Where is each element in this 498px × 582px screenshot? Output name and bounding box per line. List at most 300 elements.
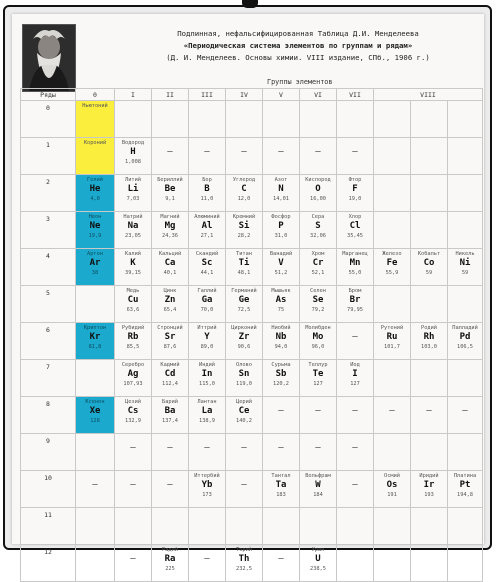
element-name: Бериллий (157, 177, 183, 183)
table-row (21, 545, 483, 582)
element-cell (411, 249, 448, 286)
element-name: Индий (199, 362, 215, 368)
element-name: Цирконий (231, 325, 257, 331)
element-symbol: V (278, 258, 284, 268)
element-name: Бром (348, 288, 362, 294)
empty-dash: — (167, 147, 173, 157)
element-cell (263, 471, 300, 508)
element-symbol: Y (204, 332, 210, 342)
empty-dash: — (278, 554, 284, 564)
group-header-5: V (263, 89, 300, 101)
element-symbol: Li (127, 184, 139, 194)
element-name: Сера (311, 214, 325, 220)
element-cell (448, 397, 483, 434)
element-cell (448, 286, 483, 323)
table-row (21, 175, 483, 212)
element-symbol: Cu (127, 295, 139, 305)
element-symbol: Na (127, 221, 139, 231)
element-name: Железо (382, 251, 402, 257)
element-cell (448, 138, 483, 175)
element-symbol: Ar (89, 258, 101, 268)
empty-dash: — (426, 406, 432, 416)
group-header-1: I (115, 89, 152, 101)
atomic-weight: 63,6 (126, 307, 140, 313)
element-cell (448, 360, 483, 397)
atomic-weight: 193 (424, 492, 434, 498)
atomic-weight: 4,0 (90, 196, 100, 202)
element-cell (337, 545, 374, 582)
atomic-weight: 225 (165, 566, 175, 572)
element-cell (374, 101, 411, 138)
element-cell (300, 249, 337, 286)
atomic-weight: 238,5 (310, 566, 326, 572)
row-number: 9 (21, 434, 76, 471)
empty-dash: — (130, 480, 136, 490)
atomic-weight: 87,6 (163, 344, 177, 350)
element-symbol: Cr (312, 258, 324, 268)
element-symbol: F (352, 184, 358, 194)
document-header (112, 28, 484, 64)
element-cell (115, 138, 152, 175)
empty-dash: — (352, 443, 358, 453)
empty-dash: — (315, 147, 321, 157)
element-cell (263, 138, 300, 175)
element-name: Сурьма (271, 362, 291, 368)
element-cell (337, 360, 374, 397)
element-symbol: Rh (423, 332, 435, 342)
atomic-weight: 127 (350, 381, 360, 387)
element-name: Фосфор (271, 214, 291, 220)
header-title: «Периодическая система элементов по группам и рядам» (183, 41, 413, 50)
atomic-weight: 19,0 (348, 196, 362, 202)
element-cell (411, 175, 448, 212)
element-name: Хлор (348, 214, 362, 220)
element-cell (300, 508, 337, 545)
element-name: Углерод (232, 177, 256, 183)
element-cell (374, 397, 411, 434)
table-body (21, 101, 483, 582)
atomic-weight: 79,95 (347, 307, 363, 313)
element-symbol: Sb (275, 369, 287, 379)
element-cell (300, 138, 337, 175)
element-cell (300, 175, 337, 212)
atomic-weight: 184 (313, 492, 323, 498)
element-cell (337, 249, 374, 286)
element-cell (337, 434, 374, 471)
element-cell (226, 434, 263, 471)
element-cell (263, 545, 300, 582)
element-symbol: N (278, 184, 284, 194)
row-number: 5 (21, 286, 76, 323)
element-cell (115, 397, 152, 434)
empty-dash: — (278, 406, 284, 416)
element-name: Цезий (125, 399, 141, 405)
element-name: Рубидий (121, 325, 145, 331)
element-cell (226, 101, 263, 138)
element-name: Тантал (271, 473, 291, 479)
element-cell (300, 545, 337, 582)
empty-dash: — (352, 147, 358, 157)
element-cell (152, 286, 189, 323)
element-cell (263, 249, 300, 286)
element-symbol: Mn (349, 258, 361, 268)
row-number: 4 (21, 249, 76, 286)
element-cell (152, 249, 189, 286)
element-cell (226, 249, 263, 286)
element-cell (300, 286, 337, 323)
element-cell (189, 434, 226, 471)
atomic-weight: 101,7 (384, 344, 400, 350)
element-cell (189, 249, 226, 286)
element-name: Короний (83, 140, 107, 146)
element-symbol: P (278, 221, 284, 231)
table-row (21, 101, 483, 138)
element-symbol: Mg (164, 221, 176, 231)
element-cell (263, 286, 300, 323)
atomic-weight: 183 (276, 492, 286, 498)
element-cell (152, 175, 189, 212)
element-name: Теллур (308, 362, 328, 368)
element-symbol: Nb (275, 332, 287, 342)
element-cell (152, 323, 189, 360)
element-cell (226, 471, 263, 508)
video-frame (3, 5, 492, 572)
portrait-image (23, 25, 75, 91)
atomic-weight: 32,06 (310, 233, 326, 239)
element-cell (226, 508, 263, 545)
element-cell (411, 471, 448, 508)
element-cell (263, 175, 300, 212)
element-cell (189, 101, 226, 138)
element-name: Кобальт (417, 251, 441, 257)
groups-caption: Группы элементов (267, 78, 333, 86)
element-cell (76, 138, 115, 175)
element-name: Платина (453, 473, 477, 479)
atomic-weight: 39,15 (125, 270, 141, 276)
element-name: Кальций (158, 251, 182, 257)
element-cell (374, 286, 411, 323)
empty-dash: — (315, 443, 321, 453)
element-cell (411, 360, 448, 397)
row-number: 11 (21, 508, 76, 545)
element-cell (115, 249, 152, 286)
element-cell (189, 323, 226, 360)
empty-dash: — (130, 443, 136, 453)
element-cell (115, 545, 152, 582)
empty-dash: — (278, 147, 284, 157)
element-name: Мышьяк (271, 288, 291, 294)
element-cell (76, 323, 115, 360)
element-symbol: H (130, 147, 136, 157)
element-cell (115, 360, 152, 397)
element-cell (300, 471, 337, 508)
element-cell (374, 212, 411, 249)
element-cell (337, 101, 374, 138)
element-cell (226, 286, 263, 323)
element-cell (152, 508, 189, 545)
row-number: 3 (21, 212, 76, 249)
header-source: (Д. И. Менделеев. Основы химии. VIII издание, СПб., 1906 г.) (166, 53, 430, 62)
atomic-weight: 44,1 (200, 270, 214, 276)
element-cell (411, 212, 448, 249)
element-name: Криптон (83, 325, 107, 331)
element-symbol: Ne (89, 221, 101, 231)
element-name: Ванадий (269, 251, 293, 257)
mendeleev-portrait (22, 24, 76, 92)
atomic-weight: 65,4 (163, 307, 177, 313)
element-cell (226, 212, 263, 249)
element-cell (374, 249, 411, 286)
atomic-weight: 106,5 (457, 344, 473, 350)
table-row (21, 249, 483, 286)
element-name: Торий (236, 547, 252, 553)
table-row (21, 471, 483, 508)
row-number: 2 (21, 175, 76, 212)
element-name: Иод (350, 362, 360, 368)
element-symbol: Ra (164, 554, 176, 564)
element-cell (300, 101, 337, 138)
atomic-weight: 51,2 (274, 270, 288, 276)
element-symbol: Zn (164, 295, 176, 305)
element-symbol: Fe (386, 258, 398, 268)
element-name: Лантан (197, 399, 217, 405)
atomic-weight: 28,2 (237, 233, 251, 239)
element-cell (411, 545, 448, 582)
element-cell (337, 175, 374, 212)
table-row (21, 508, 483, 545)
element-cell (115, 286, 152, 323)
element-symbol: Cs (127, 406, 139, 416)
element-symbol: Os (386, 480, 398, 490)
element-cell (374, 138, 411, 175)
atomic-weight: 119,0 (236, 381, 252, 387)
element-name: Хром (311, 251, 325, 257)
atomic-weight: 72,5 (237, 307, 251, 313)
element-symbol: Sr (164, 332, 176, 342)
element-cell (76, 545, 115, 582)
group-header-2: II (152, 89, 189, 101)
element-cell (76, 101, 115, 138)
atomic-weight: 103,0 (421, 344, 437, 350)
atomic-weight: 27,1 (200, 233, 214, 239)
element-cell (115, 508, 152, 545)
element-cell (337, 471, 374, 508)
element-name: Калий (125, 251, 141, 257)
element-symbol: W (315, 480, 321, 490)
element-cell (76, 175, 115, 212)
element-cell (411, 101, 448, 138)
element-cell (76, 434, 115, 471)
element-cell (448, 471, 483, 508)
element-cell (374, 360, 411, 397)
element-name: Скандий (195, 251, 219, 257)
element-cell (337, 212, 374, 249)
row-number: 0 (21, 101, 76, 138)
element-cell (448, 434, 483, 471)
atomic-weight: 1,008 (125, 159, 141, 165)
empty-dash: — (315, 406, 321, 416)
element-cell (411, 138, 448, 175)
element-symbol: I (352, 369, 358, 379)
element-cell (263, 101, 300, 138)
element-cell (374, 323, 411, 360)
element-symbol: Ti (238, 258, 250, 268)
atomic-weight: 59 (425, 270, 433, 276)
element-cell (115, 434, 152, 471)
row-number: 7 (21, 360, 76, 397)
atomic-weight: 31,0 (274, 233, 288, 239)
element-name: Осмий (384, 473, 400, 479)
empty-dash: — (130, 554, 136, 564)
element-cell (263, 212, 300, 249)
element-cell (374, 508, 411, 545)
element-symbol: Th (238, 554, 250, 564)
element-name: Титан (236, 251, 252, 257)
empty-dash: — (204, 554, 210, 564)
group-header-7: VII (337, 89, 374, 101)
element-symbol: As (275, 295, 287, 305)
element-name: Магний (160, 214, 180, 220)
empty-dash: — (462, 406, 468, 416)
element-cell (337, 397, 374, 434)
element-symbol: In (201, 369, 213, 379)
element-symbol: Ga (201, 295, 213, 305)
atomic-weight: 19,9 (88, 233, 102, 239)
element-name: Литий (125, 177, 141, 183)
element-cell (189, 471, 226, 508)
atomic-weight: 194,8 (457, 492, 473, 498)
element-symbol: Mo (312, 332, 324, 342)
element-cell (226, 138, 263, 175)
atomic-weight: 52,1 (311, 270, 325, 276)
element-symbol: Pd (459, 332, 471, 342)
element-symbol: O (315, 184, 321, 194)
empty-dash: — (352, 480, 358, 490)
element-cell (152, 471, 189, 508)
element-cell (411, 508, 448, 545)
element-symbol: Xe (89, 406, 101, 416)
element-cell (374, 471, 411, 508)
element-symbol: Yb (201, 480, 213, 490)
mendeleev-table-document (12, 14, 484, 572)
element-cell (76, 249, 115, 286)
atomic-weight: 59 (461, 270, 469, 276)
element-cell (152, 138, 189, 175)
atomic-weight: 79,2 (311, 307, 325, 313)
atomic-weight: 138,9 (199, 418, 215, 424)
element-symbol: Ag (127, 369, 139, 379)
row-number: 8 (21, 397, 76, 434)
element-cell (152, 360, 189, 397)
element-cell (226, 397, 263, 434)
empty-dash: — (352, 406, 358, 416)
element-name: Аргон (87, 251, 103, 257)
atomic-weight: 115,0 (199, 381, 215, 387)
atomic-weight: 127 (313, 381, 323, 387)
atomic-weight: 90,6 (237, 344, 251, 350)
element-cell (337, 286, 374, 323)
atomic-weight: 12,0 (237, 196, 251, 202)
element-symbol: U (315, 554, 321, 564)
element-symbol: Al (201, 221, 213, 231)
element-symbol: Rb (127, 332, 139, 342)
atomic-weight: 7,03 (126, 196, 140, 202)
element-name: Ньютоний (82, 103, 108, 109)
empty-dash: — (167, 443, 173, 453)
element-cell (411, 434, 448, 471)
element-cell (115, 471, 152, 508)
group-header-4: IV (226, 89, 263, 101)
atomic-weight: 16,00 (310, 196, 326, 202)
element-symbol: Co (423, 258, 435, 268)
element-name: Кадмий (160, 362, 180, 368)
atomic-weight: 137,4 (162, 418, 178, 424)
element-symbol: S (315, 221, 321, 231)
element-cell (448, 249, 483, 286)
element-cell (152, 545, 189, 582)
element-name: Уран (311, 547, 325, 553)
empty-dash: — (241, 147, 247, 157)
group-header-8: VIII (374, 89, 483, 101)
element-symbol: Te (312, 369, 324, 379)
element-symbol: La (201, 406, 213, 416)
element-cell (448, 101, 483, 138)
element-name: Ксенон (85, 399, 105, 405)
element-cell (448, 212, 483, 249)
element-cell (337, 323, 374, 360)
element-name: Молибден (305, 325, 331, 331)
element-name: Цинк (163, 288, 177, 294)
element-symbol: He (89, 184, 101, 194)
atomic-weight: 107,93 (123, 381, 143, 387)
element-name: Марганец (342, 251, 368, 257)
element-cell (300, 212, 337, 249)
element-name: Гелий (87, 177, 103, 183)
element-cell (115, 323, 152, 360)
element-cell (189, 360, 226, 397)
element-cell (76, 508, 115, 545)
empty-dash: — (92, 480, 98, 490)
atomic-weight: 132,9 (125, 418, 141, 424)
element-name: Кислород (305, 177, 331, 183)
atomic-weight: 191 (387, 492, 397, 498)
element-symbol: C (241, 184, 247, 194)
atomic-weight: 232,5 (236, 566, 252, 572)
empty-dash: — (352, 332, 358, 342)
row-number: 6 (21, 323, 76, 360)
atomic-weight: 55,0 (348, 270, 362, 276)
element-cell (76, 286, 115, 323)
atomic-weight: 35,45 (347, 233, 363, 239)
element-name: Алюминий (194, 214, 220, 220)
header-line-1: Подлинная, нефальсифицированная Таблица Д.И. Менделеева (177, 29, 419, 38)
table-row (21, 434, 483, 471)
element-symbol: Sc (201, 258, 213, 268)
element-name: Никель (455, 251, 475, 257)
element-name: Вольфрам (305, 473, 331, 479)
element-cell (337, 508, 374, 545)
element-cell (226, 323, 263, 360)
atomic-weight: 112,4 (162, 381, 178, 387)
periodic-table-grid (20, 88, 483, 582)
atomic-weight: 14,01 (273, 196, 289, 202)
element-name: Палладий (452, 325, 478, 331)
atomic-weight: 38 (91, 270, 99, 276)
element-cell (448, 508, 483, 545)
element-cell (263, 434, 300, 471)
element-cell (411, 323, 448, 360)
group-header-6: VI (300, 89, 337, 101)
